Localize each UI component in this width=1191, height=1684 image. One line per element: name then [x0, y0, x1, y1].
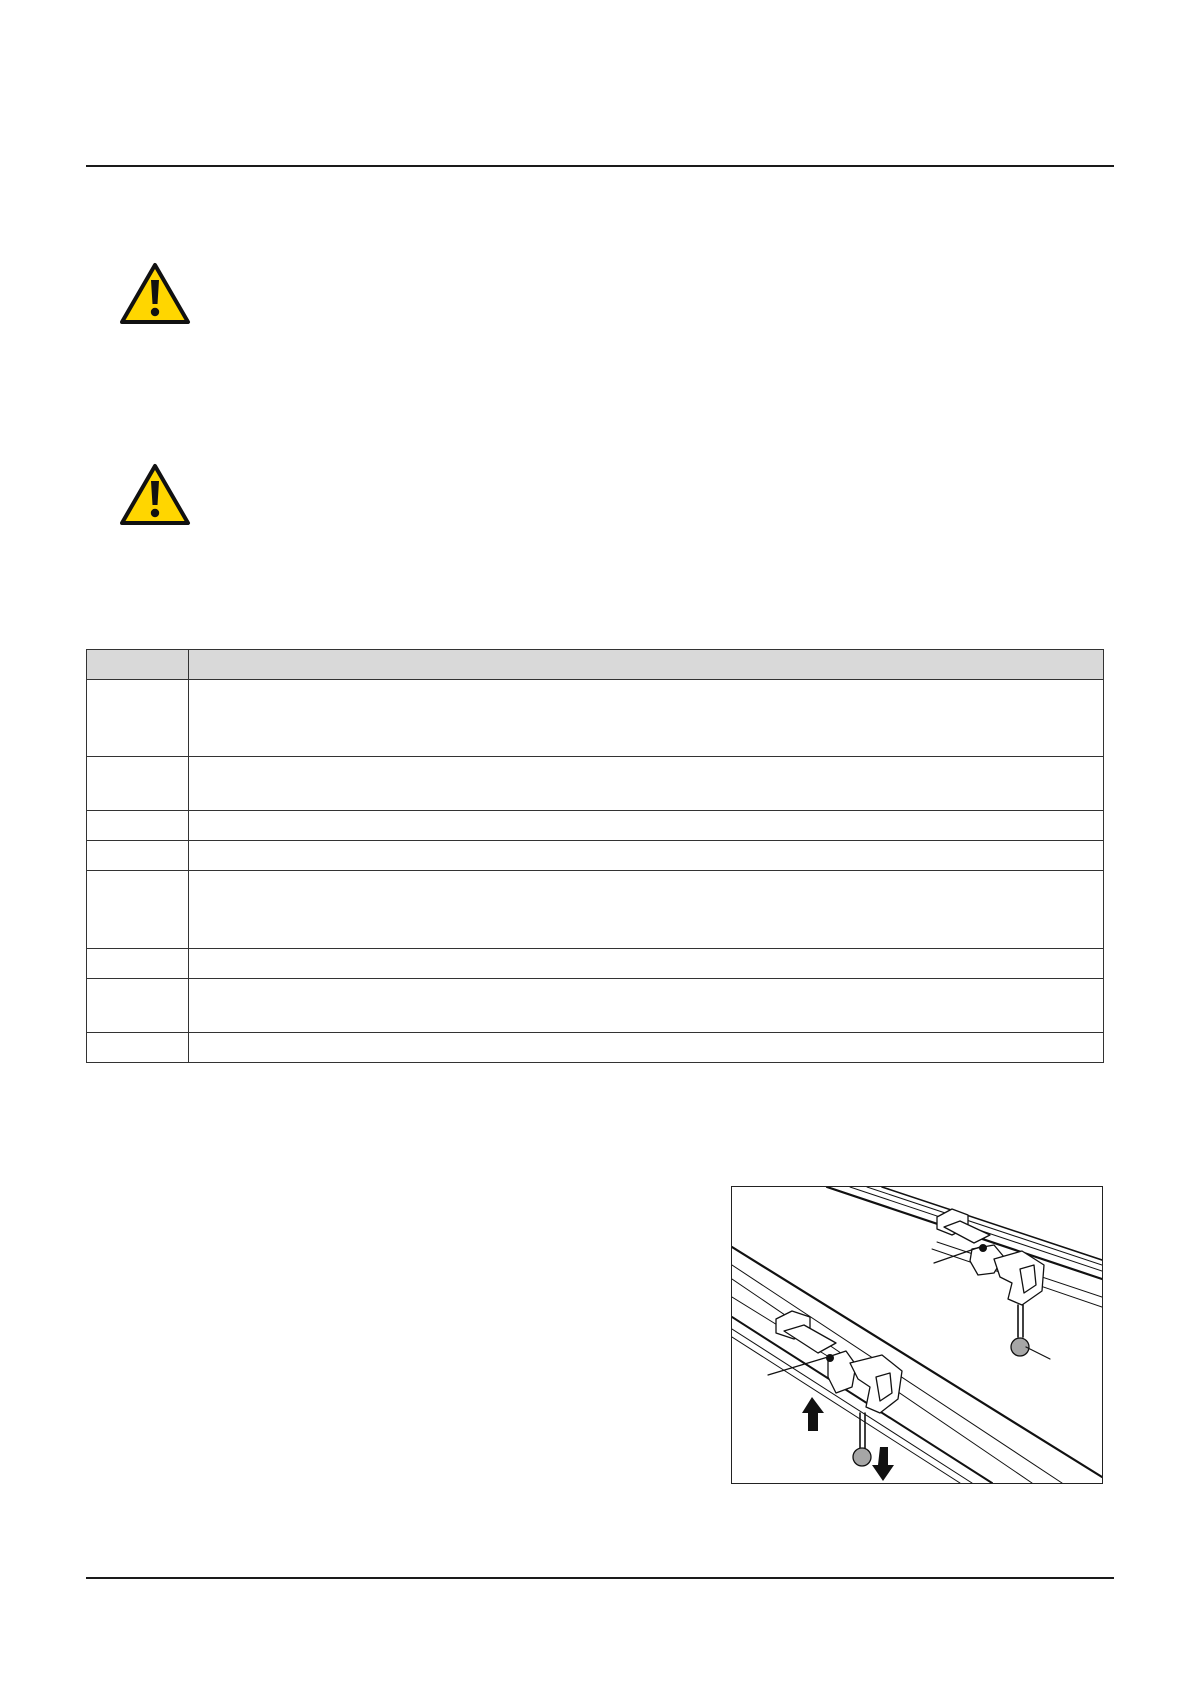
footer-rule	[86, 1577, 1114, 1579]
rail-trolley-figure	[731, 1186, 1103, 1484]
table-row	[87, 680, 1104, 757]
description-cell	[189, 979, 1104, 1033]
latch-point	[980, 1245, 987, 1252]
procedure-table	[86, 649, 1104, 1063]
arrow-down-icon	[872, 1447, 894, 1481]
table-row	[87, 979, 1104, 1033]
upper-rail	[827, 1187, 1102, 1307]
warning-triangle-icon	[119, 262, 191, 326]
description-cell	[189, 757, 1104, 811]
step-cell	[87, 811, 189, 841]
step-cell	[87, 841, 189, 871]
description-cell	[189, 811, 1104, 841]
description-cell	[189, 871, 1104, 949]
table-row	[87, 757, 1104, 811]
step-cell	[87, 871, 189, 949]
column-header-step	[87, 650, 189, 680]
upper-trolley	[934, 1209, 1044, 1337]
table-row	[87, 871, 1104, 949]
description-cell	[189, 841, 1104, 871]
table-header-row	[87, 650, 1104, 680]
warning-triangle-icon	[119, 463, 191, 527]
step-cell	[87, 949, 189, 979]
pull-knob-icon	[853, 1448, 871, 1466]
step-cell	[87, 757, 189, 811]
lower-trolley	[768, 1311, 902, 1449]
step-cell	[87, 1033, 189, 1063]
step-cell	[87, 680, 189, 757]
column-header-description	[189, 650, 1104, 680]
lower-rail	[732, 1247, 1102, 1483]
description-cell	[189, 1033, 1104, 1063]
latch-point	[827, 1355, 834, 1362]
rail-trolley-icon	[732, 1187, 1102, 1483]
table-row	[87, 949, 1104, 979]
arrow-up-icon	[802, 1397, 824, 1431]
table-row	[87, 841, 1104, 871]
description-cell	[189, 949, 1104, 979]
table-row	[87, 811, 1104, 841]
table-row	[87, 1033, 1104, 1063]
description-cell	[189, 680, 1104, 757]
header-rule	[86, 165, 1114, 167]
step-cell	[87, 979, 189, 1033]
